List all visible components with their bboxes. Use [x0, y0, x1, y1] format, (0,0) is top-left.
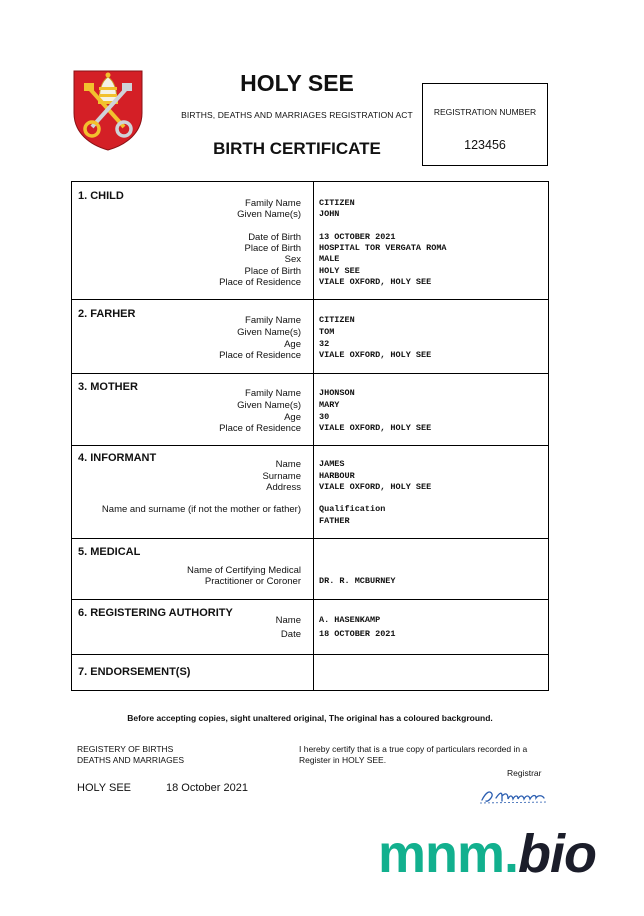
- watermark-part-1: mnm.: [378, 824, 519, 884]
- certificate-title: BIRTH CERTIFICATE: [213, 139, 381, 158]
- footer-place: HOLY SEE: [77, 782, 132, 794]
- father-given-names-label: Given Name(s): [237, 327, 301, 338]
- certify-line-1: I hereby certify that is a true copy of particulars recorded in a: [299, 744, 528, 754]
- mother-given-names-label: Given Name(s): [237, 400, 301, 411]
- mother-family-name-label: Family Name: [245, 388, 301, 399]
- mnm-bio-watermark: [378, 823, 596, 885]
- registrar-signature: [478, 786, 550, 806]
- authority-date-label: Date: [280, 629, 301, 640]
- registration-number-value: 123456: [464, 138, 506, 152]
- informant-surname-value: HARBOUR: [319, 471, 355, 481]
- section-divider: [72, 538, 548, 539]
- section-medical-title: 5. MEDICAL: [78, 546, 141, 558]
- column-divider: [313, 182, 314, 690]
- registration-number-box: [422, 83, 548, 166]
- medical-label-line2: Practitioner or Coroner: [204, 576, 301, 587]
- father-age-label: Age: [284, 339, 301, 350]
- authority-name-label: Name: [275, 615, 301, 626]
- child-dob-value: 13 OCTOBER 2021: [319, 232, 396, 242]
- child-residence-value: VIALE OXFORD, HOLY SEE: [319, 277, 432, 287]
- registrar-label: Registrar: [507, 768, 542, 778]
- child-sex-value: MALE: [319, 254, 340, 264]
- section-mother-title: 3. MOTHER: [78, 381, 138, 393]
- authority-date-value: 18 OCTOBER 2021: [319, 629, 396, 639]
- section-child-title: 1. CHILD: [78, 190, 124, 202]
- section-authority-title: 6. REGISTERING AUTHORITY: [78, 607, 233, 619]
- original-notice: Before accepting copies, sight unaltered original, The original has a coloured background.: [127, 713, 493, 723]
- section-divider: [72, 445, 548, 446]
- mother-age-label: Age: [284, 412, 301, 423]
- act-subtitle: BIRTHS, DEATHS AND MARRIAGES REGISTRATION ACT: [181, 110, 413, 120]
- country-title: HOLY SEE: [240, 70, 354, 96]
- father-age-value: 32: [319, 339, 330, 349]
- child-place-of-birth-2-value: HOLY SEE: [319, 266, 360, 276]
- child-residence-label: Place of Residence: [219, 277, 301, 288]
- medical-practitioner-value: DR. R. MCBURNEY: [319, 576, 396, 586]
- registry-line-1: REGISTERY OF BIRTHS: [77, 744, 174, 754]
- child-place-of-birth-value: HOSPITAL TOR VERGATA ROMA: [319, 243, 447, 253]
- father-residence-label: Place of Residence: [219, 350, 301, 361]
- medical-label-line1: Name of Certifying Medical: [186, 565, 301, 576]
- mother-family-name-value: JHONSON: [319, 388, 355, 398]
- child-family-name-value: CITIZEN: [319, 198, 355, 208]
- father-family-name-value: CITIZEN: [319, 315, 355, 325]
- child-place-of-birth-label: Place of Birth: [244, 243, 301, 254]
- mother-age-value: 30: [319, 412, 330, 422]
- father-given-names-value: TOM: [319, 327, 335, 337]
- child-given-names-label: Given Name(s): [237, 209, 301, 220]
- registration-number-label: REGISTRATION NUMBER: [433, 107, 537, 117]
- child-family-name-label: Family Name: [245, 198, 301, 209]
- informant-address-label: Address: [266, 482, 301, 493]
- informant-name-label: Name: [275, 459, 301, 470]
- registry-line-2: DEATHS AND MARRIAGES: [77, 755, 185, 765]
- certificate-form: [71, 181, 549, 691]
- informant-qualification-label: Qualification: [319, 504, 386, 514]
- authority-name-value: A. HASENKAMP: [319, 615, 381, 625]
- child-dob-label: Date of Birth: [248, 232, 301, 243]
- mother-given-names-value: MARY: [319, 400, 340, 410]
- informant-surname-label: Surname: [262, 471, 301, 482]
- watermark-part-2: bio: [518, 824, 597, 884]
- holy-see-emblem: [72, 67, 144, 151]
- child-given-names-value: JOHN: [319, 209, 340, 219]
- informant-name-value: JAMES: [319, 459, 345, 469]
- father-family-name-label: Family Name: [245, 315, 301, 326]
- informant-qualification-value: FATHER: [319, 516, 350, 526]
- informant-address-value: VIALE OXFORD, HOLY SEE: [319, 482, 432, 492]
- section-father-title: 2. FARHER: [78, 308, 136, 320]
- section-informant-title: 4. INFORMANT: [78, 452, 157, 464]
- child-place-of-birth-2-label: Place of Birth: [244, 266, 301, 277]
- informant-relation-label: Name and surname (if not the mother or father): [101, 504, 301, 515]
- certify-line-2: Register in HOLY SEE.: [299, 755, 387, 765]
- child-sex-label: Sex: [284, 254, 301, 265]
- section-divider: [72, 373, 548, 374]
- section-divider: [72, 654, 548, 655]
- section-divider: [72, 599, 548, 600]
- section-divider: [72, 299, 548, 300]
- mother-residence-label: Place of Residence: [219, 423, 301, 434]
- mother-residence-value: VIALE OXFORD, HOLY SEE: [319, 423, 432, 433]
- section-endorsement-title: 7. ENDORSEMENT(S): [78, 666, 191, 678]
- father-residence-value: VIALE OXFORD, HOLY SEE: [319, 350, 432, 360]
- footer-date: 18 October 2021: [166, 782, 248, 794]
